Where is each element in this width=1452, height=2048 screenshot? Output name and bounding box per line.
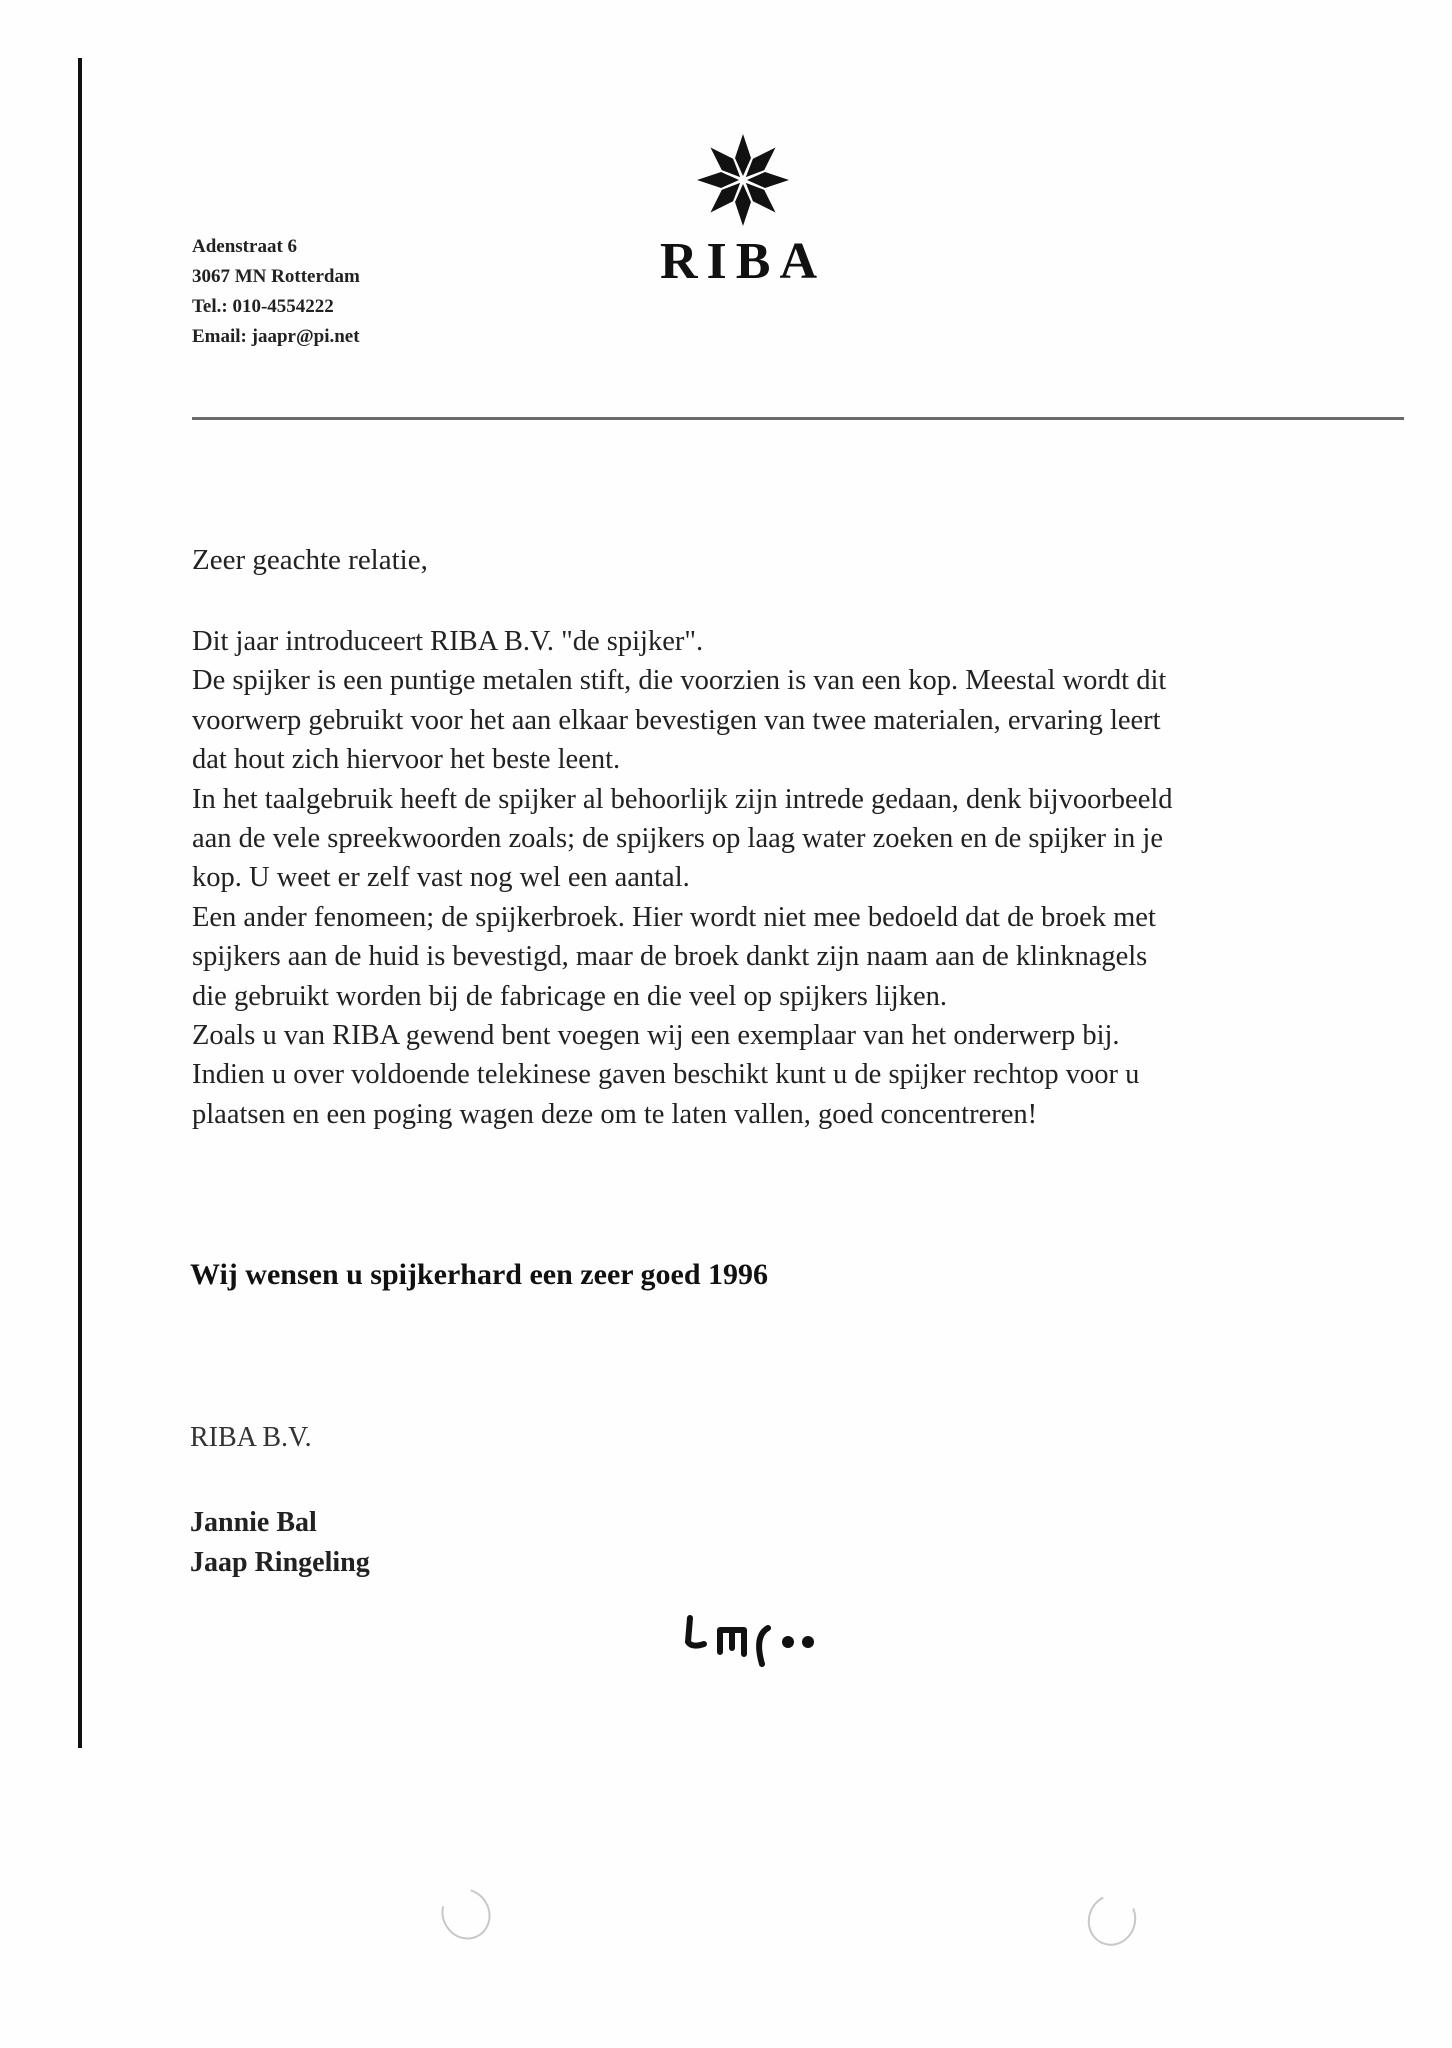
signer-name: Jaap Ringeling bbox=[190, 1547, 370, 1578]
address-street: Adenstraat 6 bbox=[192, 236, 298, 257]
body-line: spijkers aan de huid is bevestigd, maar de broek dankt zijn naam aan de klinknagels bbox=[192, 941, 1148, 973]
body-line: aan de vele spreekwoorden zoals; de spijkers op laag water zoeken en de spijker in je bbox=[192, 822, 1163, 854]
company-name: RIBA B.V. bbox=[190, 1422, 312, 1453]
body-line: die gebruikt worden bij de fabricage en die veel op spijkers lijken. bbox=[192, 980, 947, 1012]
body-line: dat hout zich hiervoor het beste leent. bbox=[192, 744, 621, 776]
body-line: Dit jaar introduceert RIBA B.V. "de spijker". bbox=[192, 626, 704, 657]
signers bbox=[190, 1503, 370, 1583]
letter-body bbox=[192, 622, 1367, 1134]
address-city: 3067 MN Rotterdam bbox=[192, 266, 360, 287]
address-email: Email: jaapr@pi.net bbox=[192, 326, 360, 347]
body-line: Indien u over voldoende telekinese gaven beschikt kunt u de spijker rechtop voor u bbox=[192, 1059, 1140, 1091]
punch-hole bbox=[1081, 1887, 1144, 1952]
body-line: Zoals u van RIBA gewend bent voegen wij een exemplaar van het onderwerp bij. bbox=[192, 1019, 1120, 1051]
body-line: De spijker is een puntige metalen stift, die voorzien is van een kop. Meestal wordt dit bbox=[192, 665, 1167, 697]
address-phone: Tel.: 010-4554222 bbox=[192, 296, 334, 317]
body-line: voorwerp gebruikt voor het aan elkaar bevestigen van twee materialen, ervaring leert bbox=[192, 704, 1161, 736]
body-line: kop. U weet er zelf vast nog wel een aantal. bbox=[192, 862, 690, 894]
star-flower-icon bbox=[695, 132, 791, 228]
body-line: plaatsen en een poging wagen deze om te laten vallen, goed concentreren! bbox=[192, 1098, 1038, 1130]
logo-wordmark: RIBA bbox=[659, 233, 827, 290]
salutation: Zeer geachte relatie, bbox=[192, 544, 428, 576]
body-line: Een ander fenomeen; de spijkerbroek. Hier wordt niet mee bedoeld dat de broek met bbox=[192, 901, 1156, 933]
handwritten-signature bbox=[682, 1602, 832, 1682]
closing-wish: Wij wensen u spijkerhard een zeer goed 1996 bbox=[190, 1258, 769, 1291]
signer-name: Jannie Bal bbox=[190, 1507, 317, 1538]
body-line: In het taalgebruik heeft de spijker al behoorlijk zijn intrede gedaan, denk bijvoorbeeld bbox=[192, 783, 1173, 815]
punch-hole bbox=[432, 1879, 500, 1948]
margin-rule bbox=[78, 58, 82, 1748]
riba-logo bbox=[628, 132, 858, 290]
header-divider bbox=[192, 417, 1404, 420]
letterhead-address bbox=[192, 232, 360, 352]
